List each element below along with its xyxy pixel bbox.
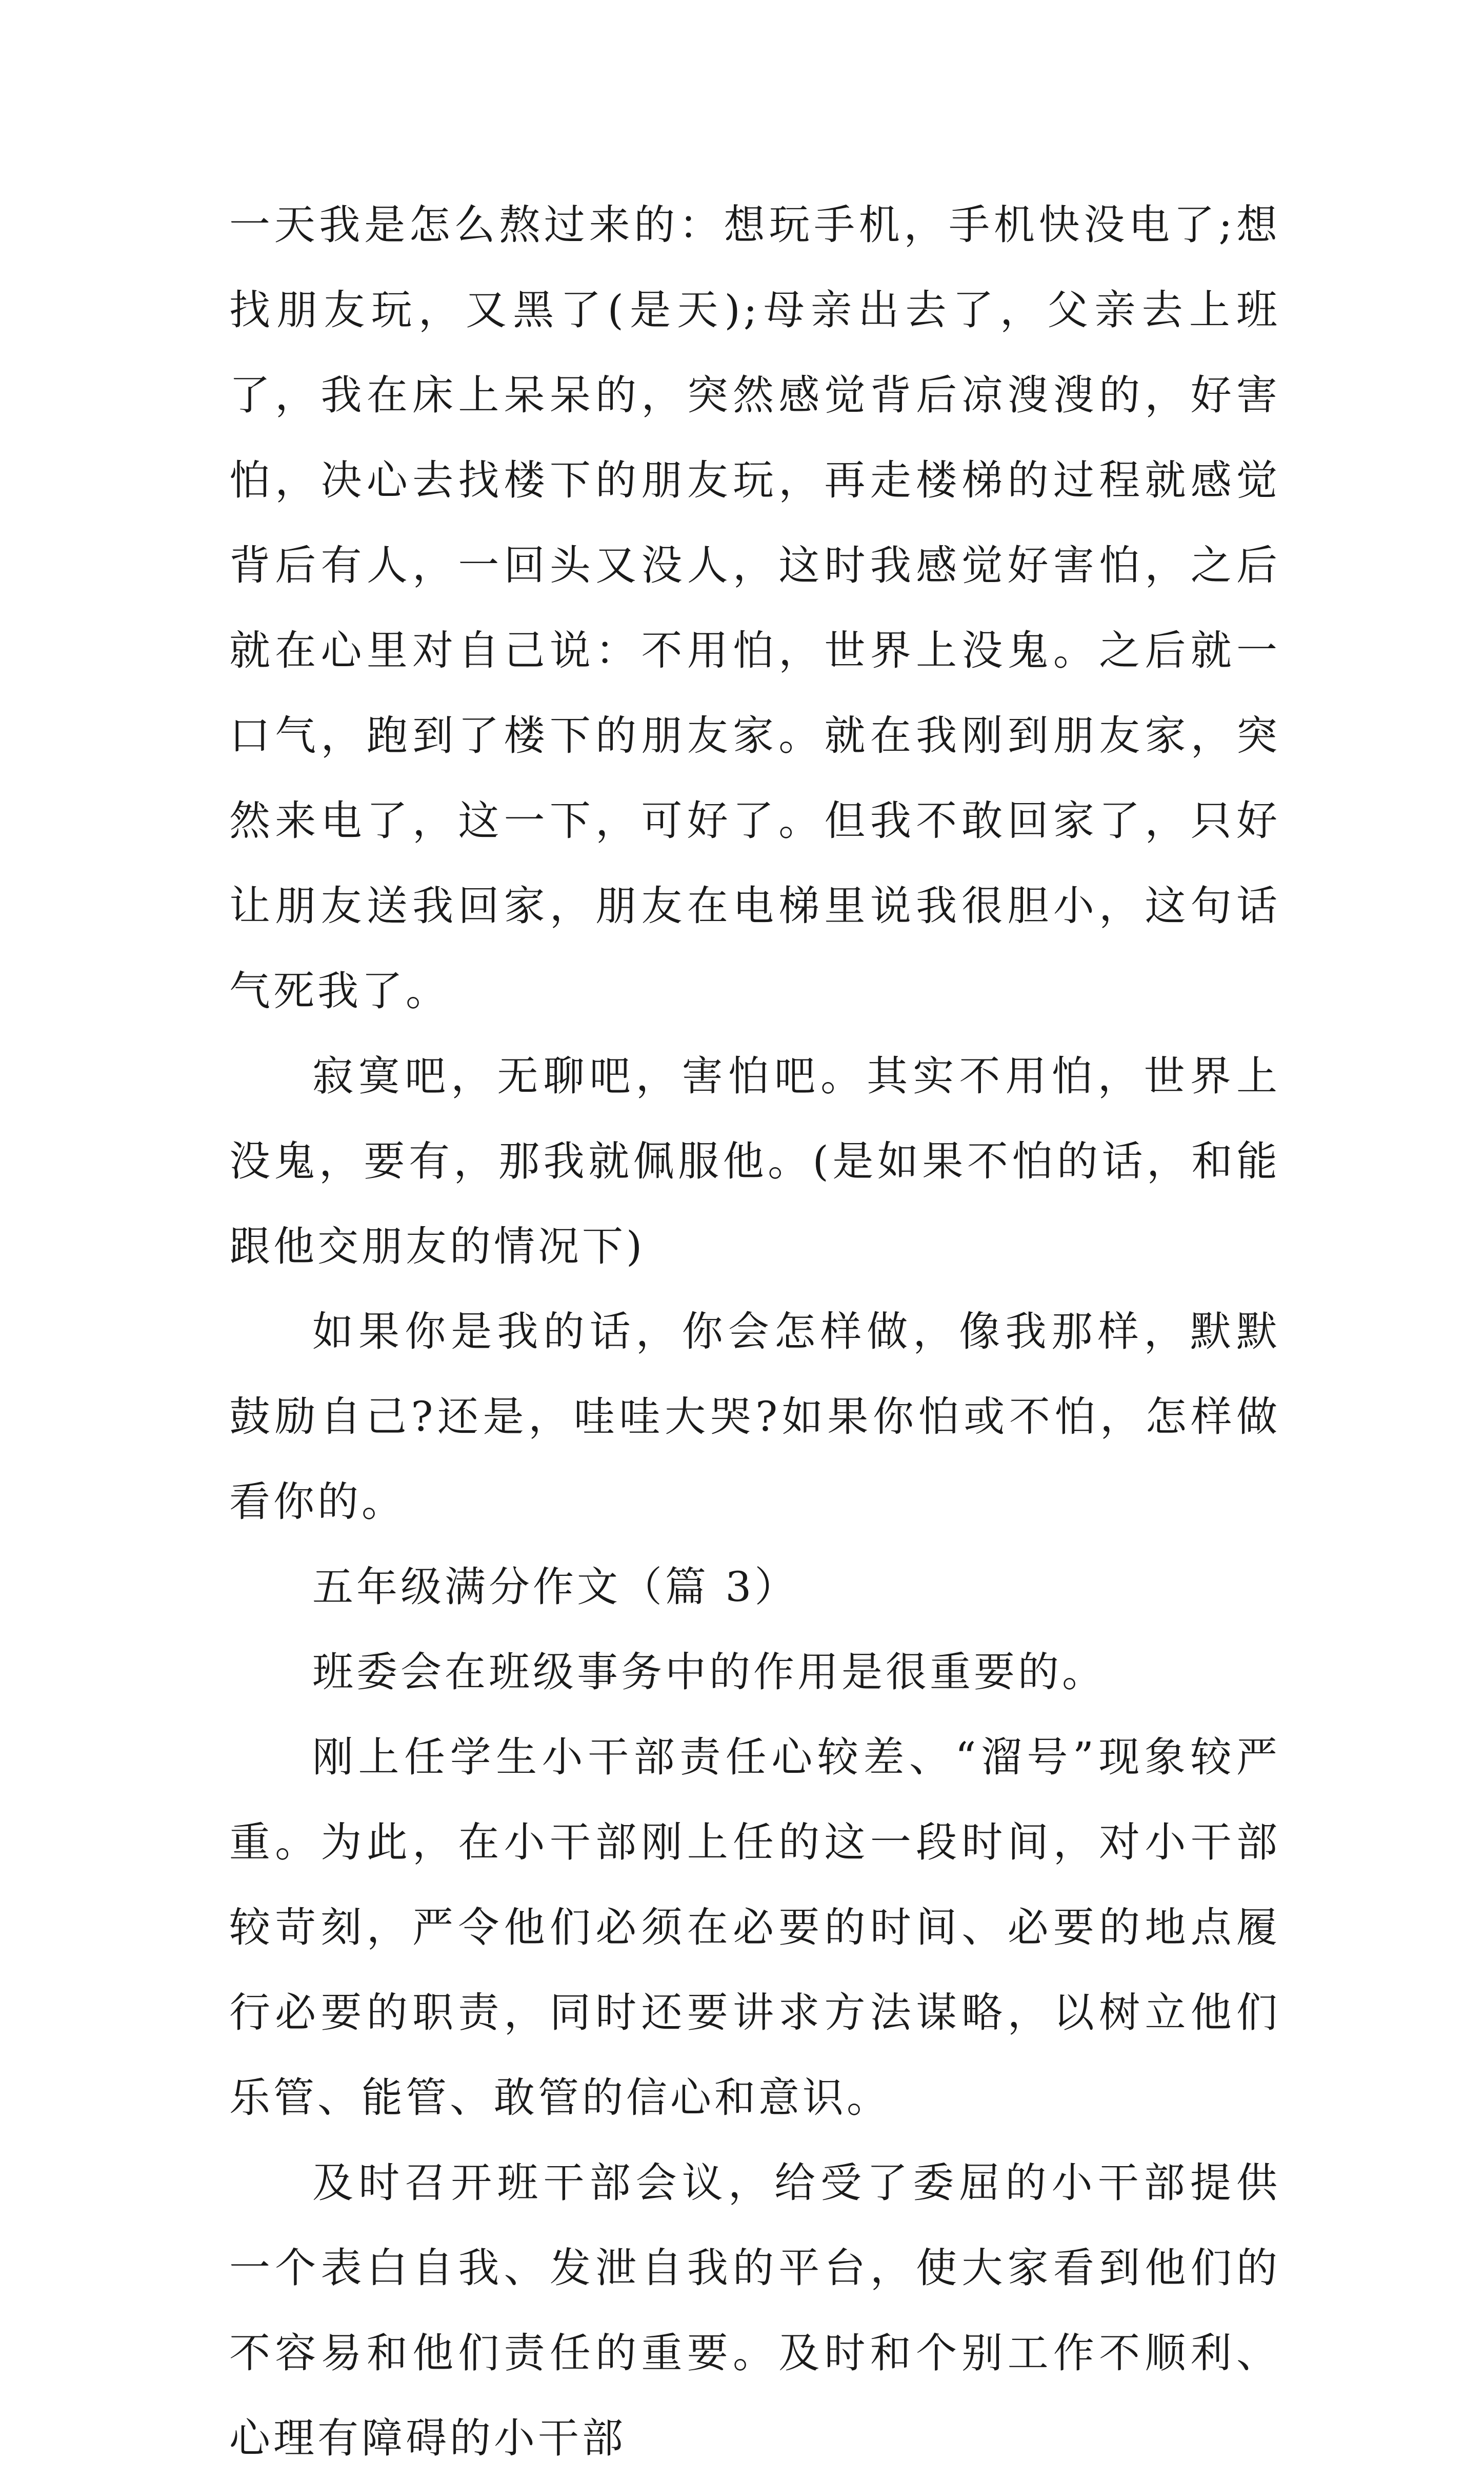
paragraph-2: 寂寞吧，无聊吧，害怕吧。其实不用怕，世界上没鬼，要有，那我就佩服他。(是如果不怕的话，和能跟他交朋友的情况下) [229, 1052, 1280, 1270]
essay-heading: 五年级满分作文（篇 3） [312, 1563, 799, 1611]
paragraph-3: 如果你是我的话，你会怎样做，像我那样，默默鼓励自己?还是，哇哇大哭?如果你怕或不怕，怎样做看你的。 [229, 1308, 1280, 1526]
essay-text [229, 183, 1280, 2481]
paragraph-1: 一天我是怎么熬过来的：想玩手机，手机快没电了;想找朋友玩，又黑了(是天);母亲出去了，父亲去上班了，我在床上呆呆的，突然感觉背后凉溲溲的，好害怕，决心去找楼下的朋友玩，再走楼梯的过程就感觉背后有人，一回头又没人，这时我感觉好害怕，之后就在心里对自己说：不用怕，世界上没鬼。之后就一口气，跑到了楼下的朋友家。就在我刚到朋友家，突然来电了，这一下，可好了。但我不敢回家了，只好让朋友送我回家，朋友在电梯里说我很胆小，这句话气死我了。 [229, 201, 1280, 1015]
paragraph-6: 及时召开班干部会议，给受了委屈的小干部提供一个表白自我、发泄自我的平台，使大家看到他们的不容易和他们责任的重要。及时和个别工作不顺利、心理有障碍的小干部 [229, 2159, 1280, 2462]
paragraph-5: 刚上任学生小干部责任心较差、“溜号”现象较严重。为此，在小干部刚上任的这一段时间，对小干部较苛刻，严令他们必须在必要的时间、必要的地点履行必要的职责，同时还要讲求方法谋略，以树立他们乐管、能管、敢管的信心和意识。 [229, 1733, 1280, 2122]
paragraph-4: 班委会在班级事务中的作用是很重要的。 [312, 1648, 1106, 1696]
